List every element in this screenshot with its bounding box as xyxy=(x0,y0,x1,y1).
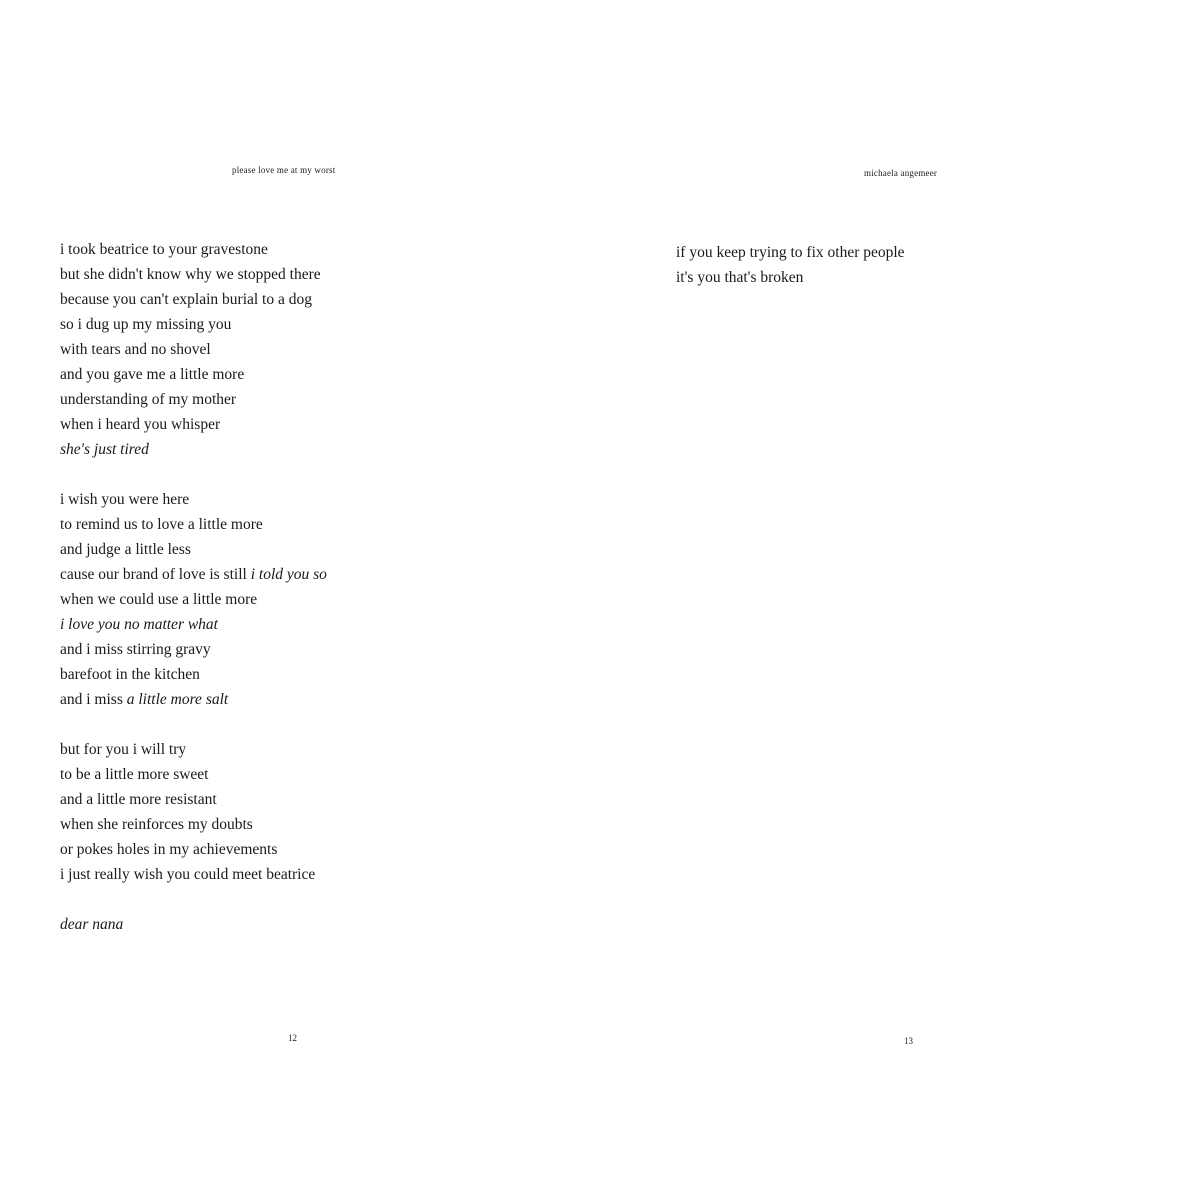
poem-line-italic: she's just tired xyxy=(60,441,149,458)
stanza-break xyxy=(60,887,327,912)
poem-line: i wish you were here xyxy=(60,491,190,508)
poem-line: to be a little more sweet xyxy=(60,766,209,783)
poem-short xyxy=(676,240,905,290)
poem-line: and you gave me a little more xyxy=(60,366,245,383)
poem-line-text: and i miss xyxy=(60,691,123,708)
poem-line-text: cause our brand of love is still xyxy=(60,566,247,583)
page-number: 12 xyxy=(288,1033,297,1043)
poem-dear-nana xyxy=(60,237,327,937)
page-number: 13 xyxy=(904,1036,913,1046)
poem-line: and a little more resistant xyxy=(60,791,217,808)
poem-line: with tears and no shovel xyxy=(60,341,211,358)
poem-line: i just really wish you could meet beatrice xyxy=(60,866,316,883)
poem-line-emphasis: i told you so xyxy=(250,566,327,583)
poem-line: to remind us to love a little more xyxy=(60,516,263,533)
stanza-break xyxy=(60,462,327,487)
poem-line-mixed xyxy=(60,687,327,712)
poem-line: and judge a little less xyxy=(60,541,191,558)
poem-line: if you keep trying to fix other people xyxy=(676,244,905,261)
stanza-break xyxy=(60,712,327,737)
poem-line: but she didn't know why we stopped there xyxy=(60,266,321,283)
poem-line: because you can't explain burial to a dog xyxy=(60,291,312,308)
poem-line: when i heard you whisper xyxy=(60,416,221,433)
poem-line: or pokes holes in my achievements xyxy=(60,841,278,858)
poem-title: dear nana xyxy=(60,916,124,933)
poem-line: barefoot in the kitchen xyxy=(60,666,200,683)
poem-line: so i dug up my missing you xyxy=(60,316,232,333)
poem-line: when we could use a little more xyxy=(60,591,258,608)
poem-line: it's you that's broken xyxy=(676,269,804,286)
poem-line: when she reinforces my doubts xyxy=(60,816,253,833)
poem-line-italic: i love you no matter what xyxy=(60,616,218,633)
poem-line: but for you i will try xyxy=(60,741,187,758)
running-head-book-title: please love me at my worst xyxy=(232,165,336,175)
poem-line: and i miss stirring gravy xyxy=(60,641,211,658)
running-head-author: michaela angemeer xyxy=(864,168,938,178)
right-page xyxy=(600,0,1200,1200)
poem-line-emphasis: a little more salt xyxy=(126,691,229,708)
poem-line: understanding of my mother xyxy=(60,391,237,408)
poem-line: i took beatrice to your gravestone xyxy=(60,241,268,258)
poem-line-mixed xyxy=(60,562,327,587)
